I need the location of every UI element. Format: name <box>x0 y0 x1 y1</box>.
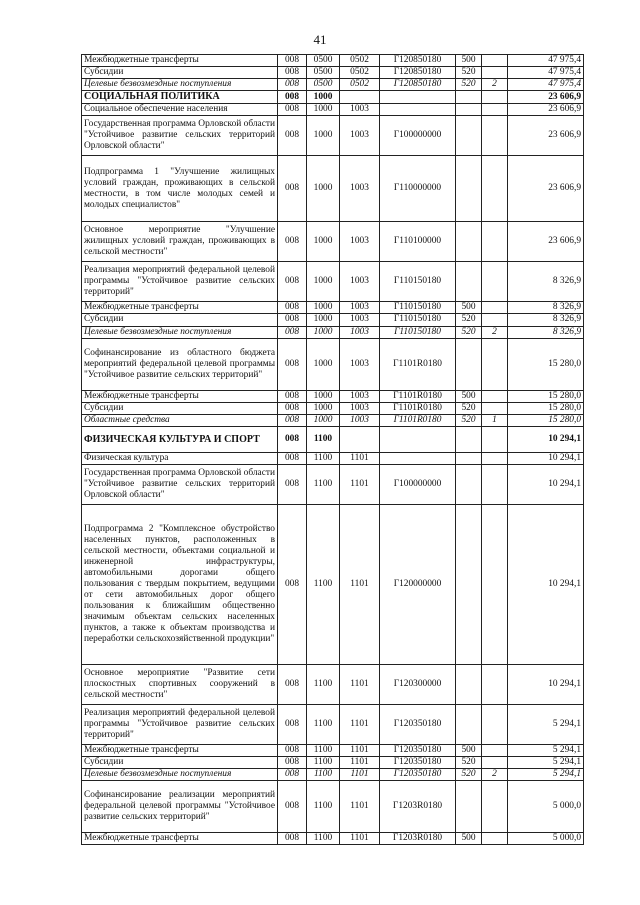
row-target-article: Г110150180 <box>380 262 456 302</box>
row-funding-code <box>482 452 508 464</box>
row-target-article: Г120350180 <box>380 745 456 757</box>
row-expense-type: 500 <box>456 302 482 314</box>
row-amount: 8 326,9 <box>508 314 584 326</box>
row-name: СОЦИАЛЬНАЯ ПОЛИТИКА <box>82 91 278 104</box>
row-admin-code: 008 <box>278 55 307 67</box>
row-admin-code: 008 <box>278 302 307 314</box>
row-expense-type <box>456 338 482 390</box>
row-section-code: 1100 <box>307 505 340 665</box>
page-number: 41 <box>313 32 327 47</box>
row-expense-type: 520 <box>456 326 482 338</box>
row-target-article: Г100000000 <box>380 116 456 156</box>
table-row <box>82 262 584 302</box>
row-target-article: Г120850180 <box>380 79 456 91</box>
table-row <box>82 426 584 452</box>
row-name: Областные средства <box>82 414 278 426</box>
row-section-code: 1000 <box>307 302 340 314</box>
row-amount: 15 280,0 <box>508 390 584 402</box>
table-row <box>82 104 584 116</box>
row-funding-code <box>482 314 508 326</box>
row-expense-type: 520 <box>456 79 482 91</box>
row-subsection-code: 1101 <box>340 465 380 505</box>
row-section-code: 1100 <box>307 781 340 833</box>
row-section-code: 1100 <box>307 452 340 464</box>
row-expense-type <box>456 505 482 665</box>
row-subsection-code: 1003 <box>340 314 380 326</box>
table-row <box>82 156 584 222</box>
row-section-code: 1000 <box>307 222 340 262</box>
row-subsection-code: 1003 <box>340 414 380 426</box>
row-amount: 10 294,1 <box>508 426 584 452</box>
row-expense-type <box>456 426 482 452</box>
row-subsection-code: 1101 <box>340 757 380 769</box>
row-funding-code <box>482 757 508 769</box>
row-admin-code: 008 <box>278 505 307 665</box>
row-name: Целевые безвозмездные поступления <box>82 326 278 338</box>
row-section-code: 1000 <box>307 314 340 326</box>
row-amount: 5 294,1 <box>508 769 584 781</box>
row-admin-code: 008 <box>278 79 307 91</box>
row-funding-code: 2 <box>482 769 508 781</box>
row-name: Основное мероприятие "Развитие сети плоскостных спортивных сооружений в сельской местности" <box>82 665 278 705</box>
row-funding-code: 1 <box>482 414 508 426</box>
row-subsection-code <box>340 426 380 452</box>
row-target-article: Г100000000 <box>380 465 456 505</box>
row-name: Целевые безвозмездные поступления <box>82 769 278 781</box>
row-admin-code: 008 <box>278 67 307 79</box>
row-amount: 15 280,0 <box>508 414 584 426</box>
row-subsection-code: 0502 <box>340 67 380 79</box>
row-admin-code: 008 <box>278 665 307 705</box>
row-section-code: 0500 <box>307 55 340 67</box>
row-target-article: Г110100000 <box>380 222 456 262</box>
row-expense-type <box>456 116 482 156</box>
row-expense-type <box>456 705 482 745</box>
row-funding-code: 2 <box>482 79 508 91</box>
table-row <box>82 757 584 769</box>
row-section-code: 0500 <box>307 67 340 79</box>
row-target-article <box>380 452 456 464</box>
table-row <box>82 55 584 67</box>
row-subsection-code: 1003 <box>340 156 380 222</box>
row-section-code: 1100 <box>307 465 340 505</box>
row-name: Софинансирование реализации мероприятий федеральной целевой программы "Устойчивое развитие сельских территорий" <box>82 781 278 833</box>
row-amount: 23 606,9 <box>508 104 584 116</box>
row-expense-type <box>456 222 482 262</box>
row-target-article: Г1203R0180 <box>380 781 456 833</box>
row-name: Субсидии <box>82 757 278 769</box>
row-subsection-code: 1003 <box>340 116 380 156</box>
table-row <box>82 326 584 338</box>
row-expense-type <box>456 781 482 833</box>
row-section-code: 1000 <box>307 402 340 414</box>
row-name: Основное мероприятие "Улучшение жилищных условий граждан, проживающих в сельской местности" <box>82 222 278 262</box>
table-row <box>82 338 584 390</box>
budget-table <box>81 54 584 845</box>
row-amount: 47 975,4 <box>508 67 584 79</box>
row-funding-code <box>482 116 508 156</box>
table-row <box>82 116 584 156</box>
row-admin-code: 008 <box>278 465 307 505</box>
row-admin-code: 008 <box>278 452 307 464</box>
table-row <box>82 769 584 781</box>
row-subsection-code: 1101 <box>340 665 380 705</box>
row-amount: 8 326,9 <box>508 262 584 302</box>
row-subsection-code <box>340 91 380 104</box>
row-subsection-code: 1003 <box>340 326 380 338</box>
table-row <box>82 465 584 505</box>
row-name: Социальное обеспечение населения <box>82 104 278 116</box>
row-amount: 5 000,0 <box>508 833 584 845</box>
row-target-article: Г120350180 <box>380 705 456 745</box>
row-subsection-code: 1003 <box>340 222 380 262</box>
row-expense-type <box>456 91 482 104</box>
row-funding-code <box>482 67 508 79</box>
row-name: Государственная программа Орловской области "Устойчивое развитие сельских территорий Орловской области" <box>82 116 278 156</box>
row-target-article <box>380 426 456 452</box>
row-admin-code: 008 <box>278 426 307 452</box>
row-target-article: Г1203R0180 <box>380 833 456 845</box>
row-funding-code <box>482 505 508 665</box>
row-funding-code <box>482 745 508 757</box>
row-subsection-code: 1003 <box>340 302 380 314</box>
row-funding-code <box>482 156 508 222</box>
row-admin-code: 008 <box>278 262 307 302</box>
table-row <box>82 833 584 845</box>
row-section-code: 1000 <box>307 91 340 104</box>
row-target-article: Г1101R0180 <box>380 338 456 390</box>
row-admin-code: 008 <box>278 390 307 402</box>
row-admin-code: 008 <box>278 222 307 262</box>
table-row <box>82 91 584 104</box>
row-subsection-code: 1003 <box>340 338 380 390</box>
row-name: Межбюджетные трансферты <box>82 390 278 402</box>
row-expense-type: 520 <box>456 67 482 79</box>
row-expense-type <box>456 262 482 302</box>
row-funding-code <box>482 705 508 745</box>
row-funding-code <box>482 104 508 116</box>
table-row <box>82 302 584 314</box>
row-name: Межбюджетные трансферты <box>82 55 278 67</box>
row-target-article: Г110150180 <box>380 326 456 338</box>
row-funding-code <box>482 222 508 262</box>
row-target-article: Г1101R0180 <box>380 402 456 414</box>
row-admin-code: 008 <box>278 757 307 769</box>
row-name: Субсидии <box>82 67 278 79</box>
row-expense-type: 500 <box>456 55 482 67</box>
row-amount: 5 294,1 <box>508 757 584 769</box>
row-target-article <box>380 91 456 104</box>
row-funding-code <box>482 426 508 452</box>
row-subsection-code: 1003 <box>340 262 380 302</box>
row-target-article: Г110150180 <box>380 314 456 326</box>
table-row <box>82 452 584 464</box>
row-expense-type: 520 <box>456 414 482 426</box>
row-funding-code <box>482 781 508 833</box>
table-row <box>82 505 584 665</box>
row-amount: 15 280,0 <box>508 402 584 414</box>
row-admin-code: 008 <box>278 104 307 116</box>
row-funding-code <box>482 833 508 845</box>
row-name: Межбюджетные трансферты <box>82 745 278 757</box>
row-name: Подпрограмма 1 "Улучшение жилищных условий граждан, проживающих в сельской местности, в том числе молодых семей и молодых специалистов" <box>82 156 278 222</box>
row-amount: 23 606,9 <box>508 116 584 156</box>
row-amount: 5 294,1 <box>508 745 584 757</box>
table-row <box>82 781 584 833</box>
row-funding-code <box>482 91 508 104</box>
row-subsection-code: 1101 <box>340 781 380 833</box>
row-funding-code <box>482 465 508 505</box>
row-expense-type <box>456 104 482 116</box>
row-admin-code: 008 <box>278 769 307 781</box>
row-subsection-code: 1101 <box>340 505 380 665</box>
row-name: Физическая культура <box>82 452 278 464</box>
row-subsection-code: 1003 <box>340 390 380 402</box>
row-section-code: 1000 <box>307 156 340 222</box>
table-row <box>82 665 584 705</box>
row-target-article <box>380 104 456 116</box>
row-admin-code: 008 <box>278 781 307 833</box>
row-expense-type: 520 <box>456 769 482 781</box>
row-target-article: Г110150180 <box>380 302 456 314</box>
row-amount: 23 606,9 <box>508 156 584 222</box>
row-subsection-code: 1101 <box>340 769 380 781</box>
row-amount: 10 294,1 <box>508 505 584 665</box>
table-row <box>82 745 584 757</box>
row-target-article: Г1101R0180 <box>380 390 456 402</box>
row-funding-code: 2 <box>482 326 508 338</box>
row-admin-code: 008 <box>278 705 307 745</box>
row-target-article: Г1101R0180 <box>380 414 456 426</box>
row-subsection-code: 0502 <box>340 79 380 91</box>
row-expense-type <box>456 465 482 505</box>
row-target-article: Г110000000 <box>380 156 456 222</box>
row-subsection-code: 1101 <box>340 452 380 464</box>
table-row <box>82 79 584 91</box>
row-funding-code <box>482 402 508 414</box>
row-section-code: 1100 <box>307 833 340 845</box>
row-admin-code: 008 <box>278 745 307 757</box>
row-name: Софинансирование из областного бюджета мероприятий федеральной целевой программы "Устойчивое развитие сельских территорий" <box>82 338 278 390</box>
row-amount: 47 975,4 <box>508 79 584 91</box>
row-target-article: Г120350180 <box>380 769 456 781</box>
row-admin-code: 008 <box>278 414 307 426</box>
row-amount: 8 326,9 <box>508 326 584 338</box>
row-target-article: Г120000000 <box>380 505 456 665</box>
row-section-code: 1000 <box>307 338 340 390</box>
row-target-article: Г120300000 <box>380 665 456 705</box>
row-name: ФИЗИЧЕСКАЯ КУЛЬТУРА И СПОРТ <box>82 426 278 452</box>
row-amount: 5 294,1 <box>508 705 584 745</box>
row-name: Государственная программа Орловской области "Устойчивое развитие сельских территорий Орловской области" <box>82 465 278 505</box>
row-amount: 15 280,0 <box>508 338 584 390</box>
row-expense-type: 520 <box>456 402 482 414</box>
row-amount: 10 294,1 <box>508 452 584 464</box>
table-row <box>82 705 584 745</box>
row-funding-code <box>482 338 508 390</box>
row-section-code: 1000 <box>307 390 340 402</box>
row-name: Субсидии <box>82 402 278 414</box>
row-subsection-code: 0502 <box>340 55 380 67</box>
row-funding-code <box>482 262 508 302</box>
row-expense-type <box>456 452 482 464</box>
row-name: Субсидии <box>82 314 278 326</box>
row-admin-code: 008 <box>278 156 307 222</box>
row-expense-type <box>456 665 482 705</box>
row-admin-code: 008 <box>278 116 307 156</box>
row-funding-code <box>482 302 508 314</box>
row-admin-code: 008 <box>278 91 307 104</box>
row-name: Межбюджетные трансферты <box>82 833 278 845</box>
table-row <box>82 67 584 79</box>
row-expense-type: 500 <box>456 390 482 402</box>
row-expense-type <box>456 156 482 222</box>
row-amount: 47 975,4 <box>508 55 584 67</box>
row-admin-code: 008 <box>278 833 307 845</box>
row-section-code: 1100 <box>307 426 340 452</box>
row-section-code: 1000 <box>307 116 340 156</box>
row-subsection-code: 1101 <box>340 745 380 757</box>
row-admin-code: 008 <box>278 314 307 326</box>
row-name: Межбюджетные трансферты <box>82 302 278 314</box>
table-row <box>82 390 584 402</box>
row-section-code: 1000 <box>307 104 340 116</box>
row-amount: 8 326,9 <box>508 302 584 314</box>
row-section-code: 1100 <box>307 757 340 769</box>
row-subsection-code: 1101 <box>340 705 380 745</box>
row-subsection-code: 1003 <box>340 402 380 414</box>
row-expense-type: 520 <box>456 757 482 769</box>
table-row <box>82 402 584 414</box>
row-section-code: 1100 <box>307 665 340 705</box>
row-target-article: Г120850180 <box>380 55 456 67</box>
row-section-code: 1100 <box>307 769 340 781</box>
row-admin-code: 008 <box>278 402 307 414</box>
table-row <box>82 222 584 262</box>
row-amount: 10 294,1 <box>508 465 584 505</box>
row-admin-code: 008 <box>278 326 307 338</box>
row-name: Подпрограмма 2 "Комплексное обустройство населенных пунктов, расположенных в сельской местности, объектами социальной и инженерной инфраструктуры, автомобильными дорогами общего пользования с твердым покрытием, ведущими от сети автомобильных дорог общего пользования к ближайшим общественно значимым объектам сельских населенных пунктов, а также к объектам производства и переработки сельскохозяйственной продукции" <box>82 505 278 665</box>
row-section-code: 1000 <box>307 262 340 302</box>
row-section-code: 1000 <box>307 414 340 426</box>
row-target-article: Г120850180 <box>380 67 456 79</box>
row-subsection-code: 1101 <box>340 833 380 845</box>
row-funding-code <box>482 390 508 402</box>
row-funding-code <box>482 55 508 67</box>
row-expense-type: 500 <box>456 833 482 845</box>
row-target-article: Г120350180 <box>380 757 456 769</box>
table-row <box>82 414 584 426</box>
row-name: Реализация мероприятий федеральной целевой программы "Устойчивое развитие сельских территорий" <box>82 262 278 302</box>
row-name: Реализация мероприятий федеральной целевой программы "Устойчивое развитие сельских территорий" <box>82 705 278 745</box>
row-section-code: 0500 <box>307 79 340 91</box>
row-subsection-code: 1003 <box>340 104 380 116</box>
row-expense-type: 500 <box>456 745 482 757</box>
table-row <box>82 314 584 326</box>
row-section-code: 1100 <box>307 745 340 757</box>
row-amount: 5 000,0 <box>508 781 584 833</box>
row-amount: 10 294,1 <box>508 665 584 705</box>
row-name: Целевые безвозмездные поступления <box>82 79 278 91</box>
row-funding-code <box>482 665 508 705</box>
row-section-code: 1000 <box>307 326 340 338</box>
row-section-code: 1100 <box>307 705 340 745</box>
row-amount: 23 606,9 <box>508 91 584 104</box>
row-admin-code: 008 <box>278 338 307 390</box>
row-expense-type: 520 <box>456 314 482 326</box>
row-amount: 23 606,9 <box>508 222 584 262</box>
